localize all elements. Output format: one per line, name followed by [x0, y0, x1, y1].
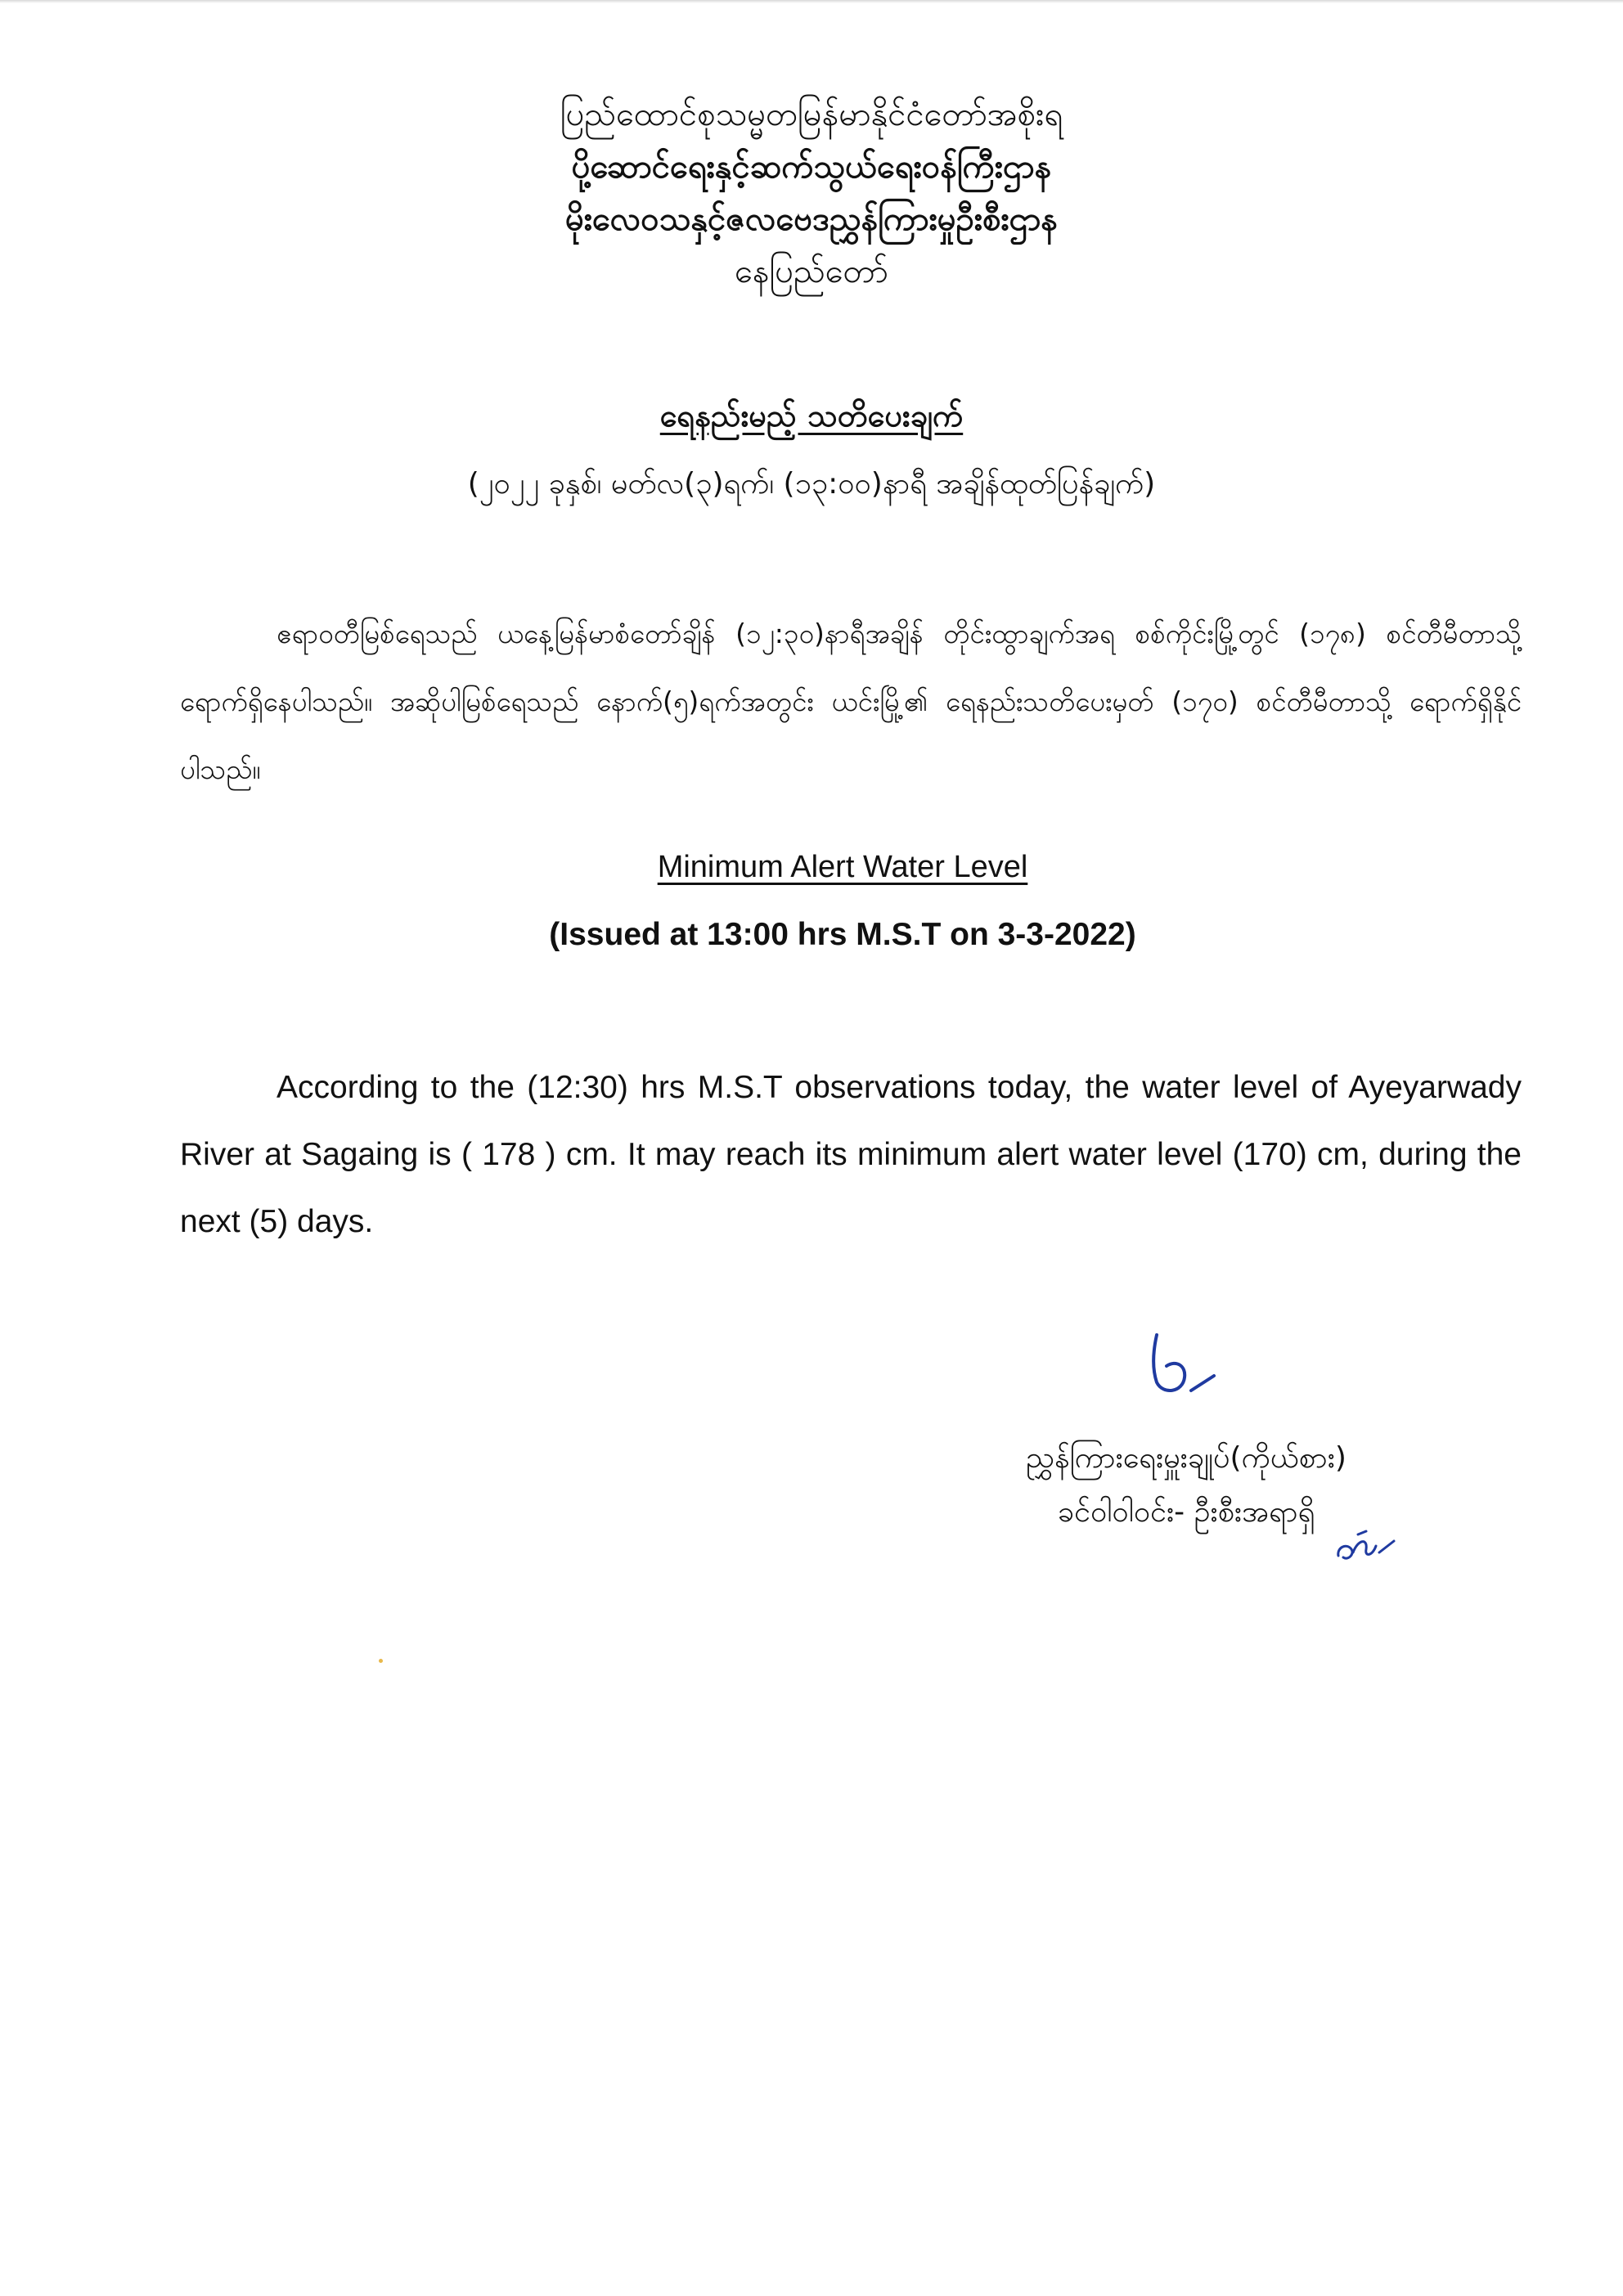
letterhead — [0, 88, 1623, 298]
government-name: ပြည်ထောင်စုသမ္မတမြန်မာနိုင်ငံတော်အစိုးရ — [560, 96, 1063, 133]
myanmar-title — [0, 391, 1623, 440]
scan-edge — [0, 0, 1623, 3]
english-title — [0, 842, 1623, 892]
city-name: နေပြည်တော် — [735, 253, 888, 290]
scan-speck — [379, 1659, 383, 1663]
signatory-name: ခင်ဝါဝါဝင်း- ဦးစီးအရာရှိ — [1057, 1495, 1315, 1529]
english-body-paragraph: According to the (12:30) hrs M.S.T observations today, the water level of Ayeyarwady River at Sagaing is ( 178 ) cm. It may reach its minimum alert water level (170) cm, during the next (5) days. — [180, 1070, 1522, 1239]
english-issued-line: (Issued at 13:00 hrs M.S.T on 3-3-2022) — [549, 917, 1136, 952]
ministry-name: ပို့ဆောင်ရေးနှင့်ဆက်သွယ်ရေးဝန်ကြီးဌာန — [571, 148, 1052, 186]
myanmar-title-text: ရေနည်းမည့် သတိပေးချက် — [659, 398, 964, 434]
department-name: မိုးလေဝသနှင့်ဇလဗေဒညွှန်ကြားမှုဦးစီးဌာန — [565, 200, 1058, 238]
myanmar-body-paragraph: ဧရာဝတီမြစ်ရေသည် ယနေ့မြန်မာစံတော်ချိန် (၁၂:၃၀)နာရီအချိန် တိုင်းထွာချက်အရ စစ်ကိုင်းမြို့တွင် (၁၇၈) စင်တီမီတာသို့ ရောက်ရှိနေပါသည်။ အဆိုပါမြစ်ရေသည် နောက်(၅)ရက်အတွင်း ယင်းမြို့၏ ရေနည်းသတိပေးမှတ် (၁၇၀) စင်တီမီတာသို့ ရောက်ရှိနိုင်ပါသည်။ — [180, 618, 1522, 785]
handwritten-initials — [1333, 1523, 1399, 1572]
handwritten-signature — [1145, 1317, 1243, 1407]
myanmar-issued-line: (၂၀၂၂ ခုနှစ်၊ မတ်လ(၃)ရက်၊ (၁၃:၀၀)နာရီ အချိန်ထုတ်ပြန်ချက်) — [467, 467, 1156, 501]
signatory-title: ညွှန်ကြားရေးမှူးချုပ်(ကိုယ်စား) — [1026, 1441, 1347, 1475]
english-title-text: Minimum Alert Water Level — [657, 850, 1028, 884]
